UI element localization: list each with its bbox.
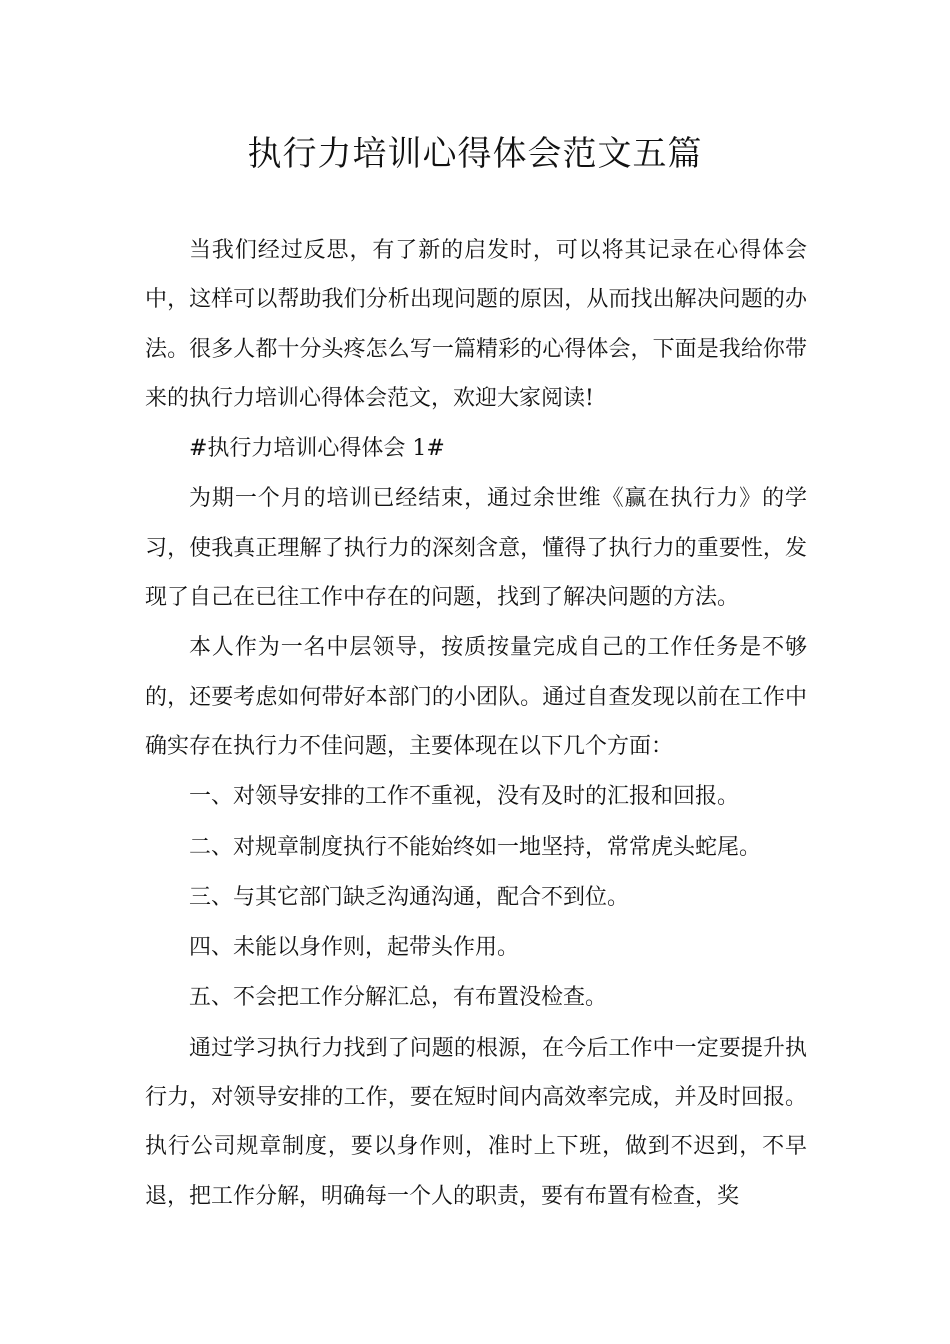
list-item: 二、对规章制度执行不能始终如一地坚持，常常虎头蛇尾。 [189,834,762,860]
document-body [145,226,807,1222]
list-item: 一、对领导安排的工作不重视，没有及时的汇报和回报。 [189,784,740,810]
body-paragraph: 本人作为一名中层领导，按质按量完成自己的工作任务是不够的，还要考虑如何带好本部门的小团队。通过自查发现以前在工作中确实存在执行力不佳问题，主要体现在以下几个方面： [145,635,807,759]
list-item: 四、未能以身作则，起带头作用。 [189,935,520,961]
intro-paragraph: 当我们经过反思，有了新的启发时，可以将其记录在心得体会中，这样可以帮助我们分析出现问题的原因，从而找出解决问题的办法。很多人都十分头疼怎么写一篇精彩的心得体会，下面是我给你带来的执行力培训心得体会范文，欢迎大家阅读! [145,238,807,411]
section-heading: #执行力培训心得体会 1# [189,436,445,462]
body-paragraph: 通过学习执行力找到了问题的根源，在今后工作中一定要提升执行力，对领导安排的工作，要在短时间内高效率完成，并及时回报。执行公司规章制度，要以身作则，准时上下班，做到不迟到，不早退，把工作分解，明确每一个人的职责，要有布置有检查，奖 [145,1035,807,1209]
list-item: 三、与其它部门缺乏沟通沟通，配合不到位。 [189,884,630,910]
body-paragraph: 为期一个月的培训已经结束，通过余世维《赢在执行力》的学习，使我真正理解了执行力的深刻含意，懂得了执行力的重要性，发现了自己在已往工作中存在的问题，找到了解决问题的方法。 [145,486,807,611]
list-item: 五、不会把工作分解汇总，有布置没检查。 [189,985,608,1011]
document-title: 执行力培训心得体会范文五篇 [247,134,703,174]
